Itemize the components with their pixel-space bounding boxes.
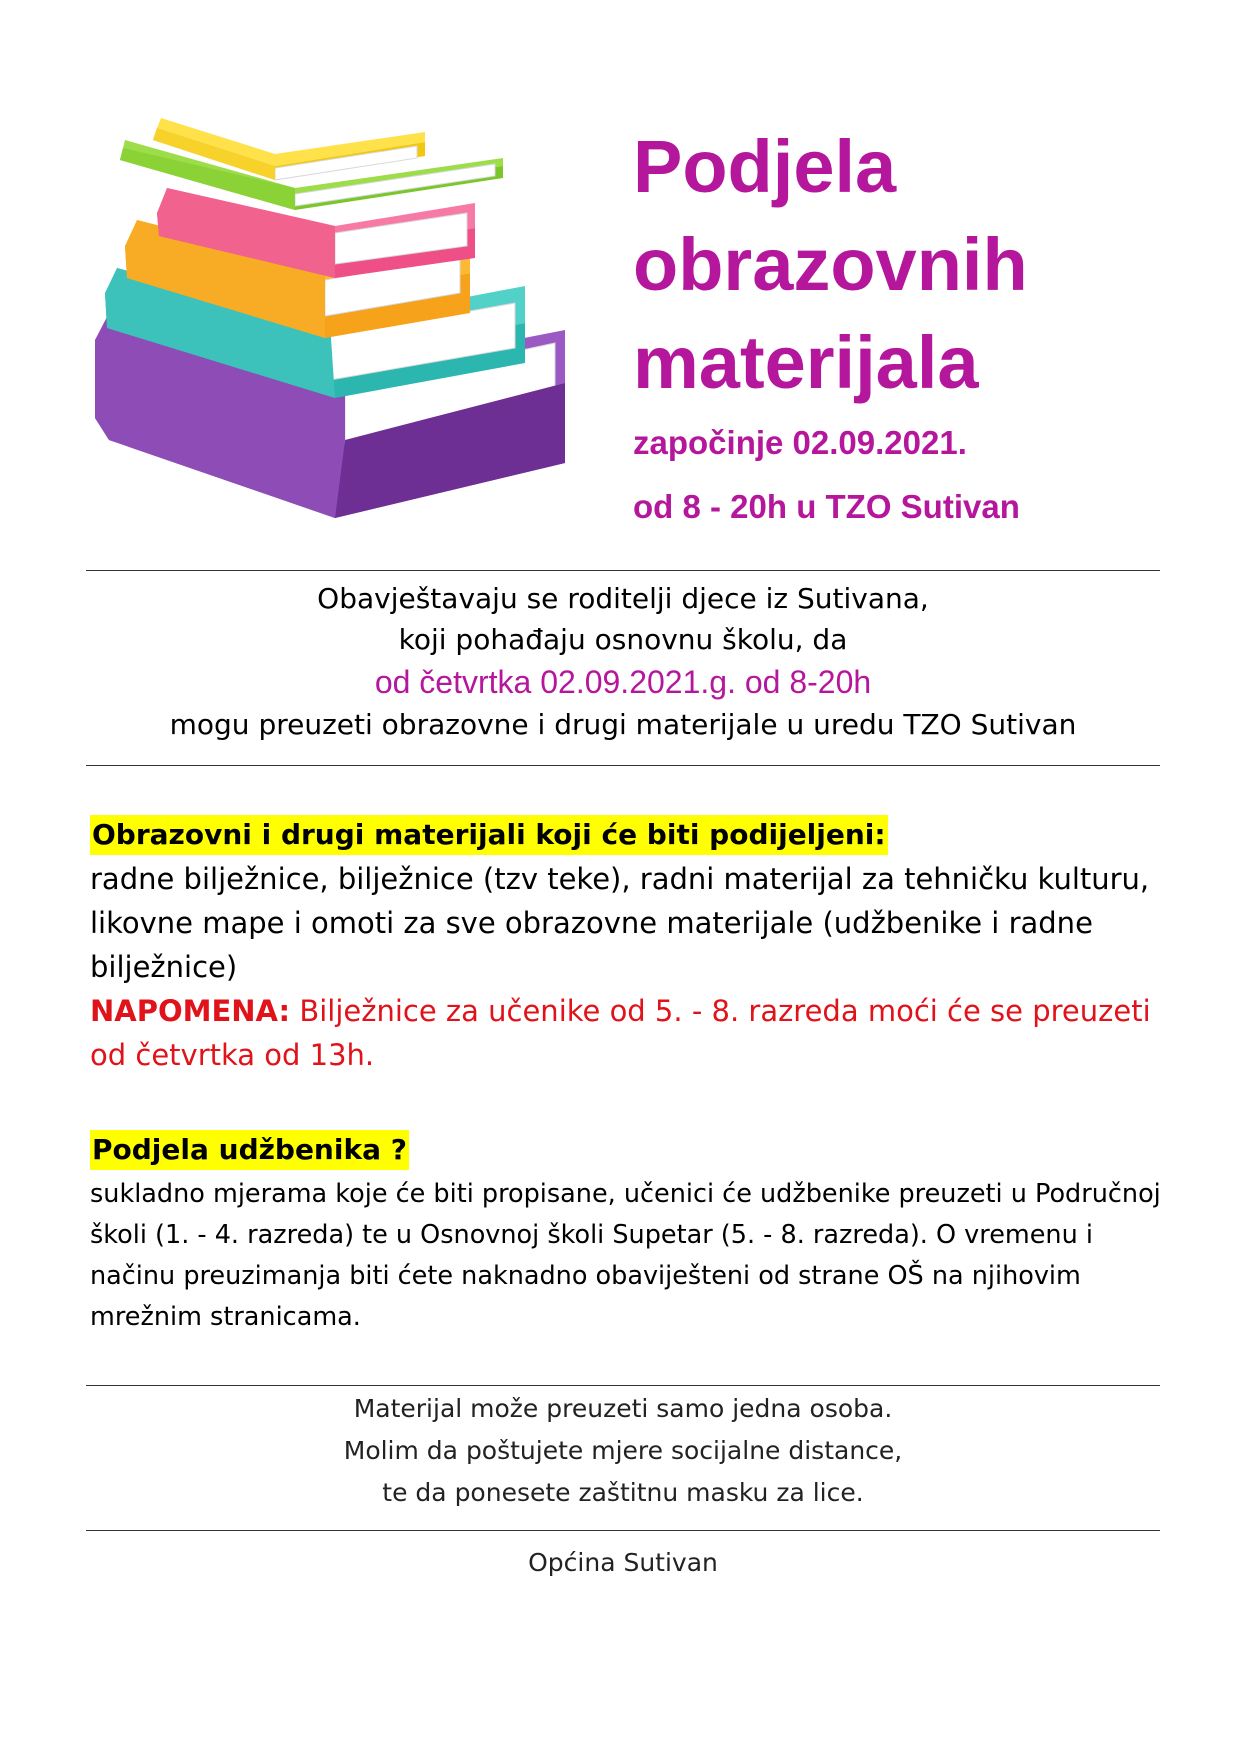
divider-intro (86, 765, 1160, 766)
materials-section (90, 815, 1165, 1077)
divider-notice-top (86, 1385, 1160, 1386)
note-label: NAPOMENA: (90, 994, 291, 1028)
textbooks-heading: Podjela udžbenika ? (90, 1130, 409, 1170)
intro-line-2: koji pohađaju osnovnu školu, da (398, 623, 848, 656)
intro-line-1: Obavještavaju se roditelji djece iz Sutivana, (317, 582, 929, 615)
intro-line-4: mogu preuzeti obrazovne i drugi materijale u uredu TZO Sutivan (169, 708, 1077, 741)
title-line-2: obrazovnih (633, 223, 1028, 306)
title-line-1: Podjela (633, 125, 897, 208)
note-text: Bilježnice za učenike od 5. - 8. razreda moći će se preuzeti od četvrtka od 13h. (90, 994, 1151, 1072)
materials-heading: Obrazovni i drugi materijali koji će biti podijeljeni: (90, 815, 888, 855)
intro-block (86, 578, 1160, 745)
title-line-3: materijala (633, 321, 979, 404)
intro-date-line: od četvrtka 02.09.2021.g. od 8-20h (374, 664, 872, 700)
notice-block (86, 1388, 1160, 1514)
materials-note (90, 989, 1165, 1077)
divider-top (86, 570, 1160, 571)
notice-line-1: Materijal može preuzeti samo jedna osoba. (353, 1394, 893, 1423)
start-date: započinje 02.09.2021. (633, 424, 967, 461)
opening-hours: od 8 - 20h u TZO Sutivan (633, 488, 1020, 525)
textbooks-body: sukladno mjerama koje će biti propisane, učenici će udžbenike preuzeti u Područnoj školi (1. - 4. razreda) te u Osnovnoj školi Supetar (5. - 8. razreda). O vremenu i načinu preuzimanja biti ćete naknadno obaviješteni od strane OŠ na njihovim mrežnim stranicama. (90, 1179, 1161, 1332)
book-stack-illustration (95, 118, 595, 538)
materials-body: radne bilježnice, bilježnice (tzv teke), radni materijal za tehničku kulturu, likovne mape i omoti za sve obrazovne materijale (udžbenike i radne bilježnice) (90, 862, 1150, 984)
title-block (633, 118, 1193, 526)
notice-line-3: te da ponesete zaštitnu masku za lice. (382, 1478, 864, 1507)
divider-notice-bottom (86, 1530, 1160, 1531)
notice-line-2: Molim da poštujete mjere socijalne distance, (343, 1436, 903, 1465)
signature: Općina Sutivan (528, 1548, 718, 1577)
textbooks-section (90, 1130, 1165, 1338)
